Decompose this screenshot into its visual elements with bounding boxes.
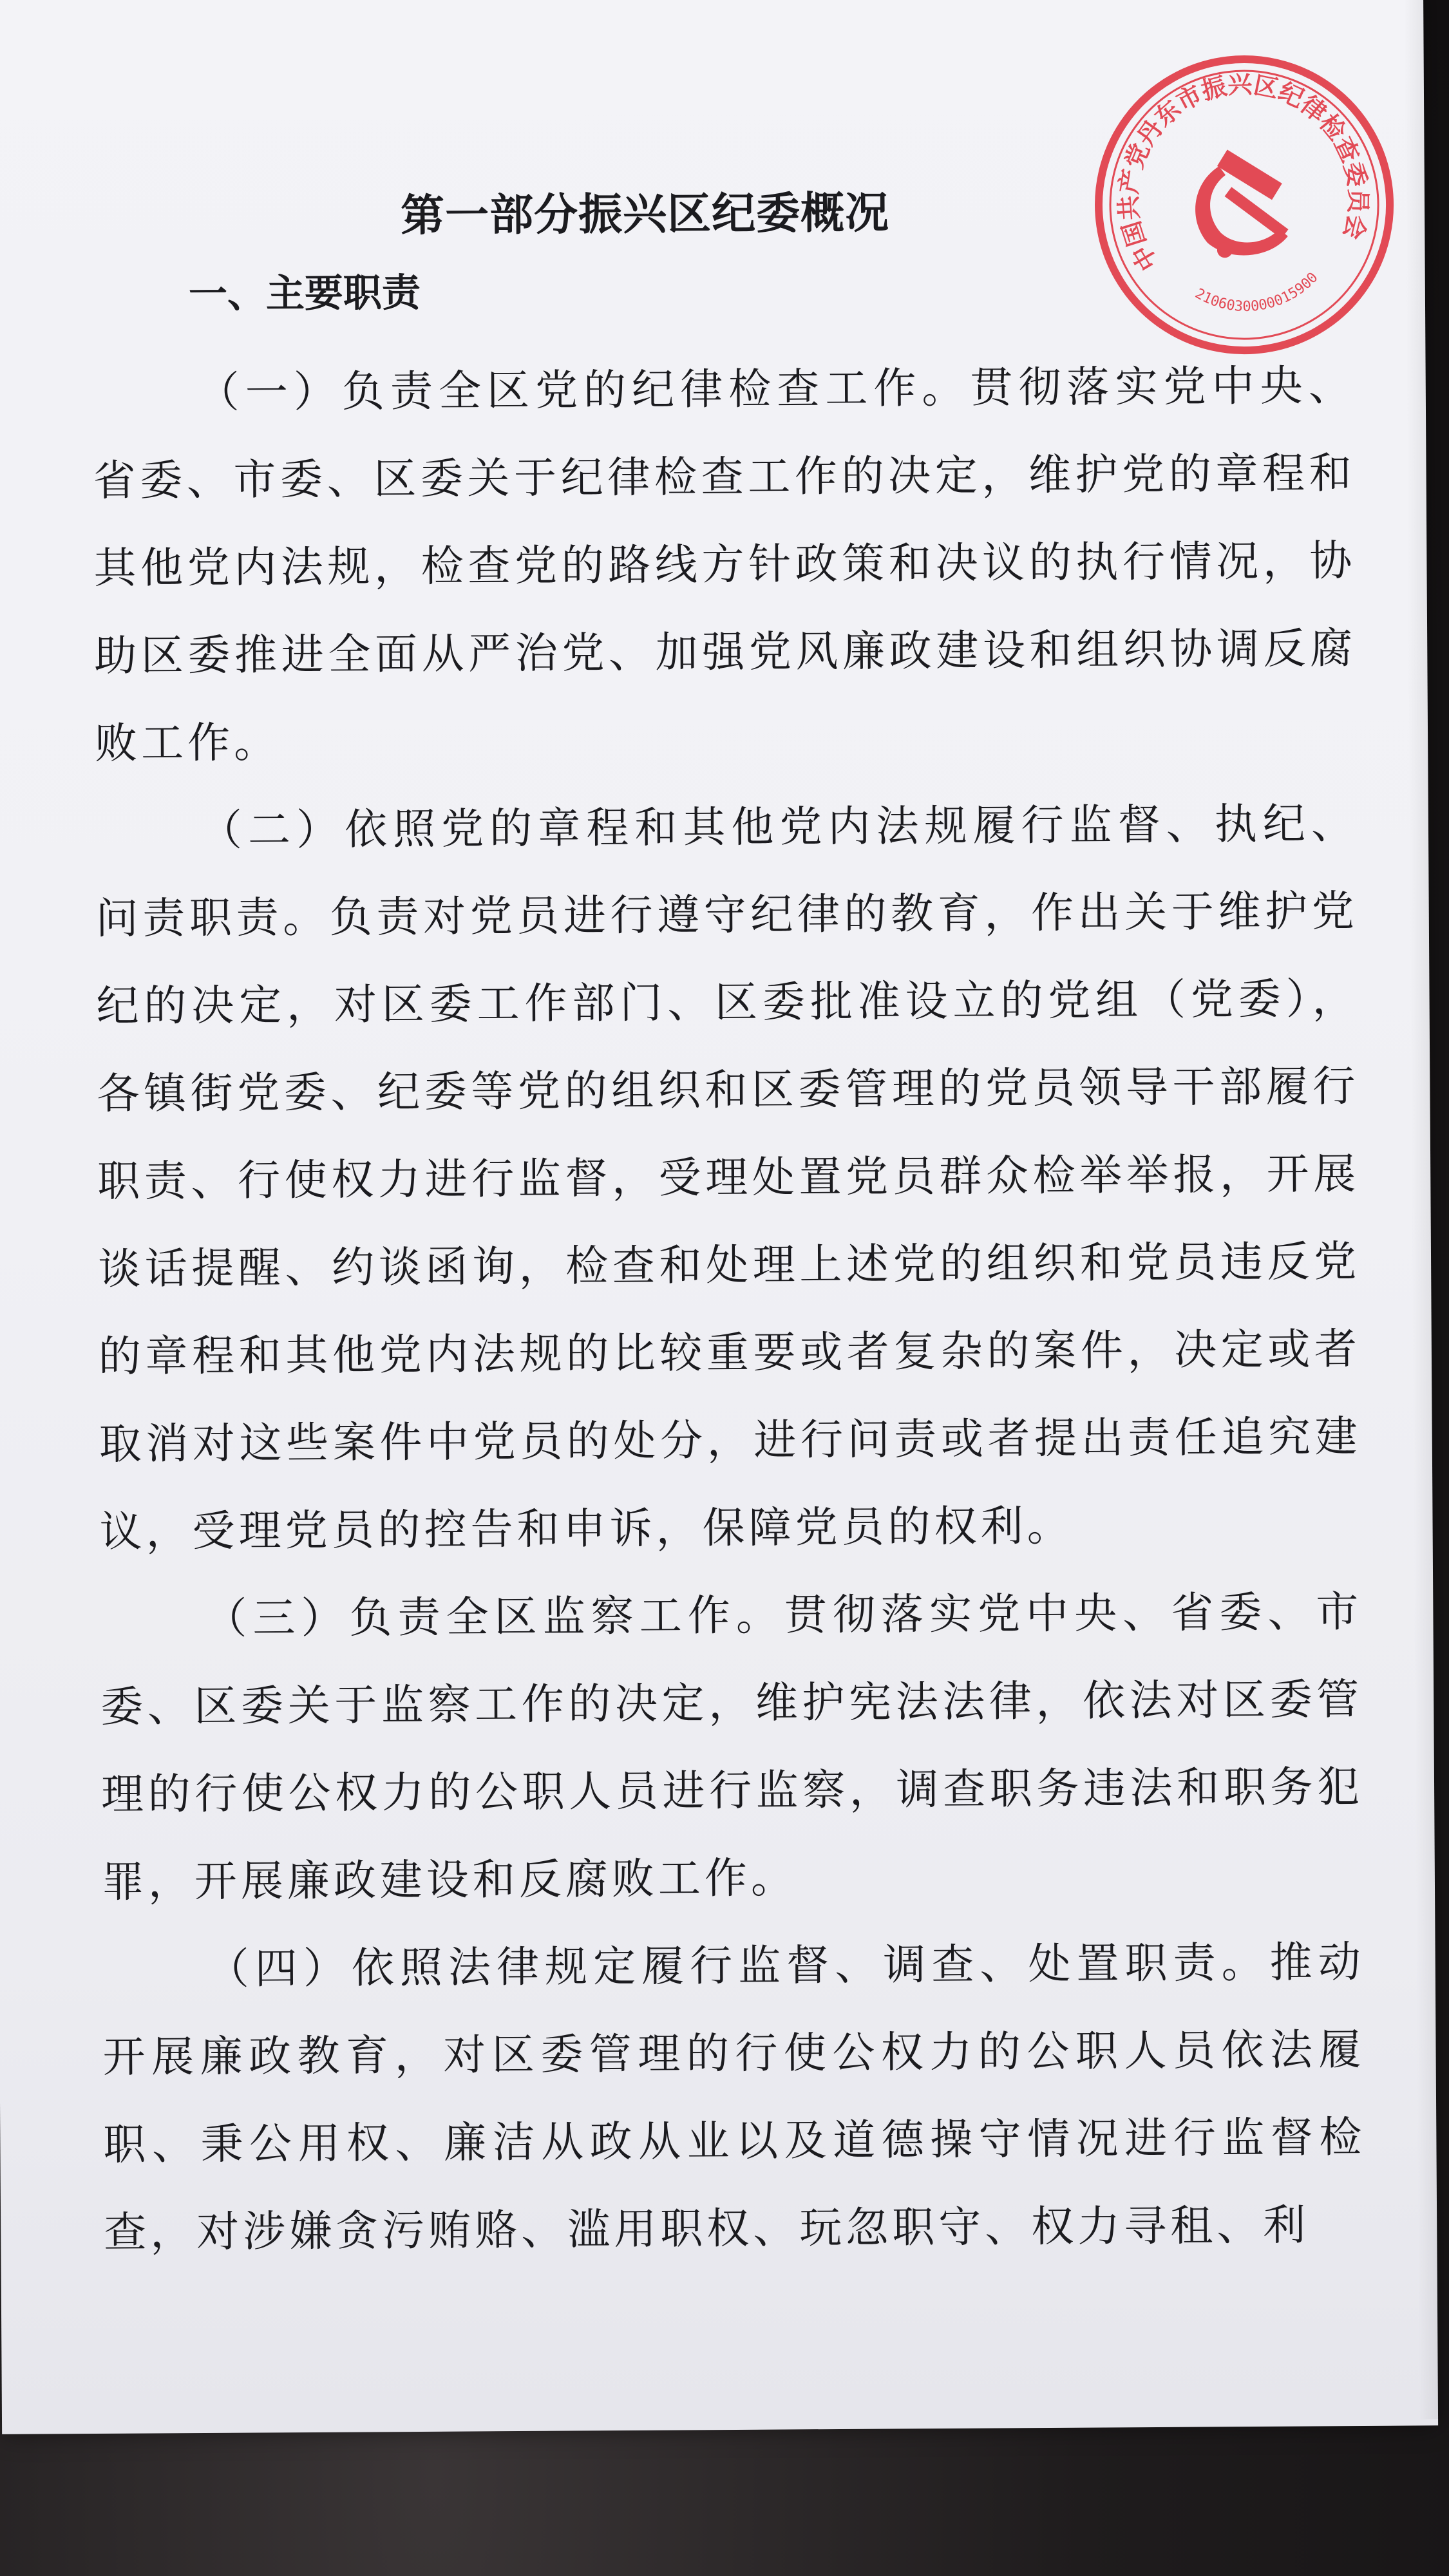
paragraph-1: （一）负责全区党的纪律检查工作。贯彻落实党中央、省委、市委、区委关于纪律检查工作的决定，维护党的章程和其他党内法规，检查党的路线方针政策和决议的执行情况，协助区委推进全面从严治党、加强党风廉政建设和组织协调反腐败工作。 <box>93 361 1357 769</box>
seal-number: 2106030000015900 <box>1192 269 1321 315</box>
paragraph-4: （四）依照法律规定履行监督、调查、处置职责。推动开展廉政教育，对区委管理的行使公权力的公职人员依法履职、秉公用权、廉洁从政从业以及道德操守情况进行监督检查，对涉嫌贪污贿赂、滥用职权、玩忽职守、权力寻租、利 <box>102 1937 1366 2257</box>
section-heading: 一、主要职责 <box>188 270 421 317</box>
document-body <box>91 178 1367 2277</box>
seal-text: 中国共产党丹东市振兴区纪律检查委员会 <box>1113 70 1373 276</box>
page-title: 第一部分振兴区纪委概况 <box>400 187 890 242</box>
paragraph-3: （三）负责全区监察工作。贯彻落实党中央、省委、市委、区委关于监察工作的决定，维护宪法法律，依法对区委管理的行使公权力的公职人员进行监察，调查职务违法和职务犯罪，开展廉政建设和反腐败工作。 <box>100 1587 1364 1907</box>
paragraph-2: （二）依照党的章程和其他党内法规履行监督、执纪、问责职责。负责对党员进行遵守纪律的教育，作出关于维护党纪的决定，对区委工作部门、区委批准设立的党组（党委），各镇街党委、纪委等党的组织和区委管理的党员领导干部履行职责、行使权力进行监督，受理处置党员群众检举举报，开展谈话提醒、约谈函询，检查和处理上述党的组织和党员违反党的章程和其他党内法规的比较重要或者复杂的案件，决定或者取消对这些案件中党员的处分，进行问责或者提出责任追究建议，受理党员的控告和申诉，保障党员的权利。 <box>95 799 1361 1557</box>
